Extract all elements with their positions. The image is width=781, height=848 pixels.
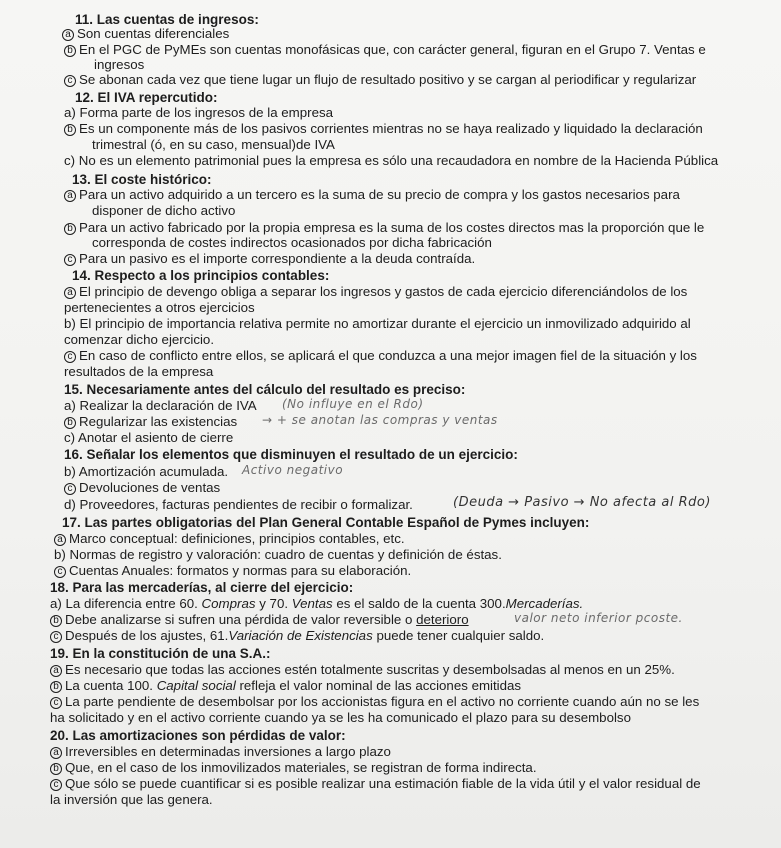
q13-option-b-text: Para un activo fabricado por la propia empresa es la suma de los costes directos mas la proporción que le <box>79 220 705 235</box>
q14-option-b[interactable]: b) El principio de importancia relativa permite no amortizar durante el ejercicio un inmovilizado adquirido al <box>64 316 691 331</box>
circled-b-mark: b <box>64 124 76 136</box>
q12-option-b-text: Es un componente más de los pasivos corrientes mientras no se haya realizado y liquidado la declaración <box>79 121 703 136</box>
circled-c-mark: c <box>64 75 76 87</box>
circled-c-mark: c <box>54 566 66 578</box>
q15-option-a-handwritten-note: (No influye en el Rdo) <box>282 397 424 411</box>
circled-b-mark: b <box>50 615 62 627</box>
q20-option-c[interactable] <box>50 776 701 791</box>
circled-b-mark: b <box>64 223 76 235</box>
q20-option-c-cont: la inversión que las genera. <box>50 792 213 807</box>
q13-option-a-cont: disponer de dicho activo <box>92 203 236 218</box>
circled-c-mark: c <box>64 351 76 363</box>
q13-option-b-cont: corresponda de costes indirectos ocasionados por dicha fabricación <box>92 235 492 250</box>
q20-option-c-text: Que sólo se puede cuantificar si es posible realizar una estimación fiable de la vida útil y el valor residual de <box>65 776 701 791</box>
q13-option-c[interactable] <box>64 251 475 266</box>
q18-option-c-text-post: puede tener cualquier saldo. <box>376 628 545 643</box>
q17-option-a-text: Marco conceptual: definiciones, principios contables, etc. <box>69 531 405 546</box>
circled-b-mark: b <box>64 417 76 429</box>
q19-italic-capital-social: Capital social <box>156 678 236 693</box>
q20-option-b-text: Que, en el caso de los inmovilizados materiales, se registran de forma indirecta. <box>65 760 537 775</box>
q16-option-d[interactable]: d) Proveedores, facturas pendientes de recibir o formalizar. <box>64 497 413 512</box>
q14-option-c-text: En caso de conflicto entre ellos, se aplicará el que conduzca a una mejor imagen fiel de la situación y los <box>79 348 697 363</box>
q14-option-b-cont: comenzar dicho ejercicio. <box>64 332 215 347</box>
q15-option-b[interactable] <box>64 414 237 429</box>
q12-option-a[interactable]: a) Forma parte de los ingresos de la empresa <box>64 105 334 120</box>
circled-c-mark: c <box>64 254 76 266</box>
question-13-title: 13. El coste histórico: <box>72 172 212 187</box>
q11-option-b-text: En el PGC de PyMEs son cuentas monofásicas que, con carácter general, figuran en el Grupo 7. Ventas e <box>79 42 706 57</box>
q15-option-b-text: Regularizar las existencias <box>79 414 238 429</box>
question-15-title: 15. Necesariamente antes del cálculo del resultado es preciso: <box>64 382 466 397</box>
q16-option-b-handwritten-note: Activo negativo <box>242 463 344 477</box>
q14-option-a[interactable] <box>64 284 687 299</box>
q20-option-a[interactable] <box>50 744 391 759</box>
circled-a-mark: a <box>64 287 76 299</box>
q14-option-a-cont: pertenecientes a otros ejercicios <box>64 300 255 315</box>
q14-option-c[interactable] <box>64 348 697 363</box>
q16-option-b[interactable]: b) Amortización acumulada. <box>64 464 229 479</box>
circled-c-mark: c <box>50 779 62 791</box>
question-20-title: 20. Las amortizaciones son pérdidas de valor: <box>50 728 346 743</box>
q13-option-c-text: Para un pasivo es el importe correspondiente a la deuda contraída. <box>79 251 476 266</box>
q11-option-b[interactable] <box>64 42 706 57</box>
q18-option-c-text: Después de los ajustes, 61. <box>65 628 229 643</box>
q16-option-c[interactable] <box>64 480 220 495</box>
q18-italic-compras: Compras <box>201 596 256 611</box>
q18-option-a-text: a) La diferencia entre 60. <box>50 596 198 611</box>
q19-option-b[interactable] <box>50 678 521 693</box>
q19-option-c-cont: ha solicitado y en el activo corriente cuando ya se les ha comunicado el plazo para su desembolso <box>50 710 631 725</box>
q11-option-c[interactable] <box>64 72 696 87</box>
q18-option-b-text: Debe analizarse si sufren una pérdida de valor reversible o <box>65 612 413 627</box>
q19-option-c[interactable] <box>50 694 699 709</box>
q11-option-b-cont: ingresos <box>94 57 145 72</box>
q17-option-c[interactable] <box>54 563 411 578</box>
circled-a-mark: a <box>50 747 62 759</box>
q15-option-c[interactable]: c) Anotar el asiento de cierre <box>64 430 234 445</box>
q18-option-b[interactable] <box>50 612 469 627</box>
circled-a-mark: a <box>62 29 74 41</box>
q19-option-c-text: La parte pendiente de desembolsar por los accionistas figura en el activo no corriente cuando aún no se les <box>65 694 700 709</box>
q14-option-a-text: El principio de devengo obliga a separar los ingresos y gastos de cada ejercicio diferenciándolos de los <box>79 284 688 299</box>
q12-option-b[interactable] <box>64 121 703 136</box>
circled-a-mark: a <box>64 190 76 202</box>
question-19-title: 19. En la constitución de una S.A.: <box>50 646 271 661</box>
q13-option-a[interactable] <box>64 187 680 202</box>
q20-option-b[interactable] <box>50 760 537 775</box>
circled-a-mark: a <box>50 665 62 677</box>
q16-option-c-text: Devoluciones de ventas <box>79 480 221 495</box>
q18-underlined-deterioro: deterioro <box>416 612 469 627</box>
question-12-title: 12. El IVA repercutido: <box>75 90 218 105</box>
q20-option-a-text: Irreversibles en determinadas inversiones a largo plazo <box>65 744 391 759</box>
q18-option-a[interactable] <box>50 596 583 611</box>
q15-option-b-handwritten-note: → + se anotan las compras y ventas <box>262 413 498 427</box>
q13-option-b[interactable] <box>64 220 704 235</box>
question-17-title: 17. Las partes obligatorias del Plan General Contable Español de Pymes incluyen: <box>62 515 590 530</box>
question-14-title: 14. Respecto a los principios contables: <box>72 268 330 283</box>
q18-italic-mercaderias: Mercaderías. <box>505 596 584 611</box>
question-18-title: 18. Para las mercaderías, al cierre del ejercicio: <box>50 580 354 595</box>
q19-option-a[interactable] <box>50 662 675 677</box>
q18-italic-variacion: Variación de Existencias <box>228 628 373 643</box>
question-16-title: 16. Señalar los elementos que disminuyen el resultado de un ejercicio: <box>64 447 518 462</box>
q14-option-c-cont: resultados de la empresa <box>64 364 214 379</box>
circled-b-mark: b <box>50 763 62 775</box>
q17-option-c-text: Cuentas Anuales: formatos y normas para su elaboración. <box>69 563 412 578</box>
q11-option-a-text: Son cuentas diferenciales <box>77 26 230 41</box>
q16-option-d-handwritten-note: (Deuda → Pasivo → No afecta al Rdo) <box>453 495 711 510</box>
question-11-title: 11. Las cuentas de ingresos: <box>75 12 259 27</box>
q18-option-c[interactable] <box>50 628 544 643</box>
q11-option-a[interactable] <box>62 26 229 41</box>
circled-c-mark: c <box>64 483 76 495</box>
q19-option-b-text-post: refleja el valor nominal de las acciones emitidas <box>239 678 522 693</box>
circled-b-mark: b <box>64 45 76 57</box>
circled-c-mark: c <box>50 697 62 709</box>
q19-option-a-text: Es necesario que todas las acciones estén totalmente suscritas y desembolsadas al menos en un 25%. <box>65 662 675 677</box>
q18-italic-ventas: Ventas <box>291 596 333 611</box>
q15-option-a[interactable]: a) Realizar la declaración de IVA <box>64 398 257 413</box>
q12-option-b-cont: trimestral (ó, en su caso, mensual)de IVA <box>92 137 335 152</box>
q17-option-a[interactable] <box>54 531 405 546</box>
q13-option-a-text: Para un activo adquirido a un tercero es la suma de su precio de compra y los gastos necesarios para <box>79 187 680 202</box>
q19-option-b-text: La cuenta 100. <box>65 678 153 693</box>
q18-option-b-handwritten-note: valor neto inferior pcoste. <box>514 611 683 625</box>
circled-c-mark: c <box>50 631 62 643</box>
q12-option-c[interactable]: c) No es un elemento patrimonial pues la empresa es sólo una recaudadora en nombre de la Hacienda Pública <box>64 153 719 168</box>
q18-option-a-text-mid: y 70. <box>259 596 289 611</box>
q11-option-c-text: Se abonan cada vez que tiene lugar un flujo de resultado positivo y se cargan al periodificar y regularizar <box>79 72 697 87</box>
circled-b-mark: b <box>50 681 62 693</box>
circled-a-mark: a <box>54 534 66 546</box>
q17-option-b[interactable]: b) Normas de registro y valoración: cuadro de cuentas y definición de éstas. <box>54 547 502 562</box>
q18-option-a-text-post: es el saldo de la cuenta 300. <box>336 596 506 611</box>
